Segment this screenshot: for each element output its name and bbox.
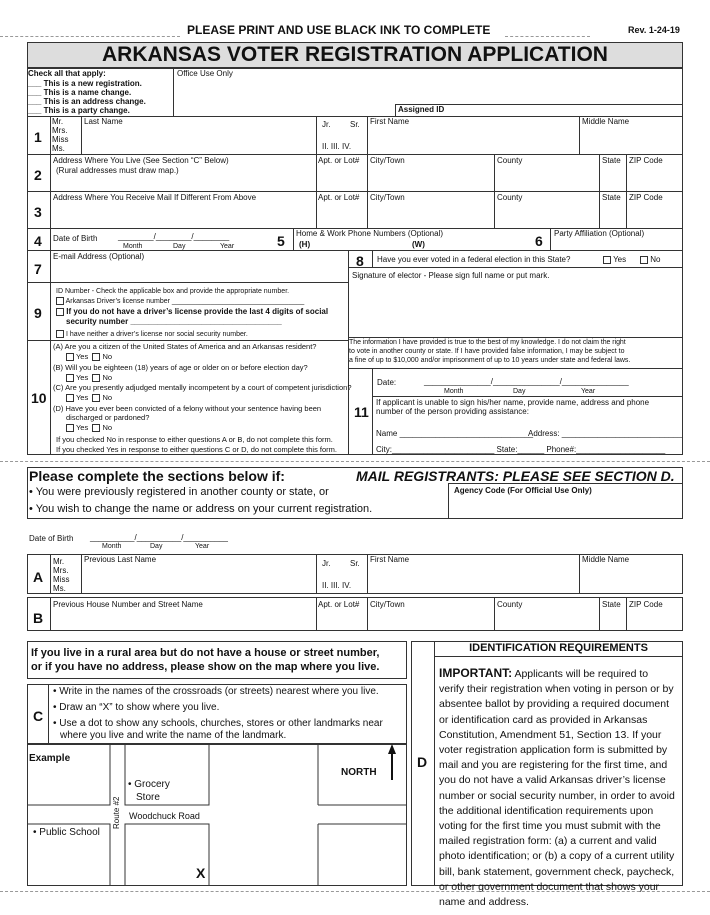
section-number-5: 5 [277,233,285,249]
id-text-line: Applicants will be required to [514,668,649,680]
rural-heading-line1: If you live in a rural area but do not have a house or street number, [31,647,380,659]
section-number-6: 6 [535,233,543,249]
section-number-3: 3 [34,204,42,220]
city-label[interactable]: City/Town [370,156,405,165]
name-change-option[interactable]: ___ This is a name change. [28,88,132,97]
draw-x-instruction: • Draw an “X” to show where you live. [53,702,220,713]
assigned-id-label: Assigned ID [398,105,445,114]
yes-checkbox[interactable] [66,353,74,361]
day-caption: Day [513,388,526,395]
divider [550,228,551,250]
no-id-option[interactable]: I have neither a driver’s license nor social security number. [56,330,248,338]
id-text-line: number or social security number, in order to avoid [439,789,675,802]
divider [372,368,373,455]
agency-code-label: Agency Code (For Official Use Only) [454,486,592,495]
previous-address-label[interactable]: Previous House Number and Street Name [53,600,203,609]
dob-field[interactable]: __________/__________/__________ [90,533,228,542]
apt-label[interactable]: Apt. or Lot# [318,156,360,165]
id-text-line: or other government document that shows your [439,880,660,893]
federal-election-yes[interactable]: Yes [603,256,626,264]
route-label: Route #2 [112,796,121,829]
cut-line [0,461,710,462]
change-name-bullet: • You wish to change the name or address on your current registration. [29,503,373,515]
id-text-line: you do not have a valid Arkansas driver’s license [439,774,666,787]
felony-question-cont: discharged or pardoned? [66,413,150,422]
residence-x-mark: X [196,865,206,881]
divider [448,483,683,484]
day-caption: Day [150,543,163,550]
no-checkbox[interactable] [92,424,100,432]
yes-checkbox[interactable] [66,424,74,432]
section-number-8: 8 [356,253,364,269]
yes-checkbox[interactable] [603,256,611,264]
federal-election-question: Have you ever voted in a federal election in this State? [377,255,571,264]
suffix-jr[interactable]: Jr. [322,559,331,568]
important-label: IMPORTANT: [439,666,513,680]
residence-address-label[interactable]: Address Where You Live (See Section “C” Below) [53,156,229,165]
divider [27,191,683,192]
incompetent-question: (C) Are you presently adjudged mentally incompetent by a court of competent jurisdiction? [53,383,352,392]
crossroads-instruction: • Write in the names of the crossroads (or streets) nearest where you live. [53,686,379,697]
month-caption: Month [102,543,122,550]
road-label: Woodchuck Road [129,811,200,821]
suffix-roman[interactable]: II. III. IV. [322,581,352,590]
divider [27,250,683,251]
attestation-line1: The information I have provided is true to the best of my knowledge. I do not claim the right [349,339,626,346]
section-number-2: 2 [34,167,42,183]
divider [494,191,495,228]
yes-checkbox[interactable] [66,394,74,402]
divider [434,656,683,657]
divider [316,116,317,154]
divider [367,154,368,191]
zip-label[interactable]: ZIP Code [629,600,663,609]
id-text-line: Constitution, Amendment 51, Section 13. If your [439,728,662,741]
year-caption: Year [581,388,596,395]
divider [50,282,51,340]
first-name-label[interactable]: First Name [370,117,410,126]
suffix-sr[interactable]: Sr. [350,559,360,568]
section-letter-c: C [33,708,44,724]
suffix-sr[interactable]: Sr. [350,120,360,129]
rural-heading-line2: or if you have no address, please show on the map where you live. [31,661,380,673]
state-label[interactable]: State [602,193,621,202]
no-checkbox[interactable] [92,353,100,361]
section-letter-a: A [33,569,44,585]
phone-label: Home & Work Phone Numbers (Optional) [296,229,444,238]
party-change-option[interactable]: ___ This is a party change. [28,106,130,115]
assistant-name-field[interactable]: Name ______________________________ [376,429,534,438]
section-number-1: 1 [34,129,42,145]
divider [50,116,51,154]
divider [50,228,51,250]
county-label[interactable]: County [497,193,523,202]
no-checkbox[interactable] [92,394,100,402]
prefix-ms[interactable]: Ms. [52,144,65,153]
divider [626,154,627,191]
first-name-label[interactable]: First Name [370,555,410,564]
felony-answers[interactable]: Yes No [66,423,112,433]
id-text-line: absentee ballot by providing a required document [439,698,669,711]
ssn-option[interactable]: If you do not have a driver’s license provide the last 4 digits of social [56,308,328,316]
prefix-mrs[interactable]: Mrs. [53,566,69,575]
divider [448,483,449,519]
divider [316,597,317,631]
day-caption: Day [173,243,186,250]
dob-label[interactable]: Date of Birth [53,234,98,243]
divider [579,554,580,594]
ssn-field[interactable]: security number __________________________________ [66,317,282,326]
zip-label[interactable]: ZIP Code [629,193,663,202]
divider [372,396,683,397]
no-checkbox[interactable] [92,374,100,382]
mail-registrants-notice: MAIL REGISTRANTS: PLEASE SEE SECTION D. [356,468,675,484]
divider [50,154,51,191]
divider [50,191,51,228]
license-checkbox[interactable] [56,297,64,305]
grocery-store-landmark: • Grocery [128,779,170,790]
office-use-label: Office Use Only [177,69,233,78]
section-number-11: 11 [354,404,369,420]
prefix-miss[interactable]: Miss [53,575,70,584]
divider [599,154,600,191]
id-text-line: mailed registration form: (a) a current and valid [439,835,657,848]
yes-checkbox[interactable] [66,374,74,382]
divider [626,597,627,631]
assist-date-label: Date: [377,378,397,387]
divider [367,554,368,594]
grocery-store-landmark-cont: Store [136,792,160,803]
print-instruction: PLEASE PRINT AND USE BLACK INK TO COMPLETE [187,23,491,37]
no-checkbox[interactable] [640,256,648,264]
divider [494,597,495,631]
divider [316,191,317,228]
section-number-7: 7 [34,261,42,277]
divider [27,340,348,341]
ssn-checkbox[interactable] [56,308,64,316]
divider [50,250,51,282]
cut-line [0,36,180,37]
no-id-checkbox[interactable] [56,330,64,338]
divider [27,282,348,283]
landmarks-instruction-cont: where you live and write the name of the landmark. [60,730,287,741]
example-map [27,744,407,886]
eligibility-note-ab: If you checked No in response to either questions A or B, do not complete this form. [56,435,333,444]
assistant-city-state-phone[interactable]: City:_______________________ State:______ Phone#:____________________ [376,445,666,454]
assistance-text-line1: If applicant is unable to sign his/her name, provide name, address and phone [376,398,650,407]
divider [50,554,51,594]
id-number-label: ID Number - Check the applicable box and provide the appropriate number. [56,288,290,295]
divider [626,191,627,228]
divider [367,116,368,154]
zip-label[interactable]: ZIP Code [629,156,663,165]
divider [48,684,49,744]
id-text-line: voting for the first time you must submit with the [439,820,661,833]
landmarks-instruction: • Use a dot to show any schools, churches, stores or other landmarks near [53,718,383,729]
id-text-line: mail and you are registering for the first time, and [439,759,668,772]
suffix-roman[interactable]: II. III. IV. [322,142,352,151]
divider [50,340,51,455]
divider [348,267,683,268]
id-text-line: name and address. [439,896,529,909]
cut-line [0,891,710,892]
divider [434,641,435,886]
home-phone-label[interactable]: (H) [299,240,311,249]
eligibility-note-cd: If you checked Yes in response to either questions C or D, do not complete this form. [56,445,337,454]
prefix-ms[interactable]: Ms. [53,584,66,593]
north-arrow-icon [388,744,396,780]
assistance-text-line2: number of the person providing assistance: [376,407,529,416]
cut-line [505,36,590,37]
id-text-line: the additional identification requirements upon [439,804,654,817]
id-text-line: bill, bank statement, government check, paycheck, [439,865,675,878]
dob-label: Date of Birth [29,534,74,543]
age-question: (B) Will you be eighteen (18) years of age or older on or before election day? [53,363,308,372]
previous-last-name-label[interactable]: Previous Last Name [84,555,157,564]
divider [173,68,174,116]
divider [316,154,317,191]
attestation-line2: to vote in another county or state. If I have provided false information, I may be subject to [349,348,625,355]
divider [50,597,51,631]
federal-election-no[interactable]: No [640,256,660,264]
work-phone-label[interactable]: (W) [412,240,425,249]
id-text-line: voter registration application form is submitted by [439,744,668,757]
id-requirements-text [439,666,680,910]
section-letter-b: B [33,610,44,626]
section-number-4: 4 [34,233,42,249]
public-school-landmark: • Public School [33,827,100,838]
form-title: ARKANSAS VOTER REGISTRATION APPLICATION [102,43,608,66]
month-caption: Month [123,243,143,250]
citizen-question: (A) Are you a citizen of the United States of America and an Arkansas resident? [53,342,317,351]
divider [395,104,396,116]
divider [27,154,683,155]
drivers-license-option[interactable]: Arkansas Driver’s license number __________________________________ [56,297,304,305]
state-label[interactable]: State [602,600,621,609]
state-label[interactable]: State [602,156,621,165]
year-caption: Year [220,243,235,250]
assistant-address-field[interactable]: Address: ___________________________ [528,429,682,438]
new-registration-option[interactable]: ___ This is a new registration. [28,79,142,88]
county-label[interactable]: County [497,156,523,165]
year-caption: Year [195,543,210,550]
divider [579,116,580,154]
divider [81,116,82,154]
signature-label[interactable]: Signature of elector - Please sign full name or put mark. [352,271,550,280]
id-text-line: or identification card as provided in Arkansas [439,713,648,726]
section-number-9: 9 [34,305,42,321]
check-all-label: Check all that apply: [28,69,106,78]
dob-blank[interactable]: ________/________/________ [118,232,230,241]
apt-label[interactable]: Apt. or Lot# [318,193,360,202]
divider [293,228,294,250]
citizen-answers[interactable]: Yes No [66,352,112,362]
divider [348,337,683,338]
county-label[interactable]: County [497,600,523,609]
north-label: NORTH [341,767,377,778]
divider [367,597,368,631]
divider [494,154,495,191]
suffix-jr[interactable]: Jr. [322,120,331,129]
section-letter-d: D [417,754,428,770]
divider [348,368,683,369]
middle-name-label[interactable]: Middle Name [582,117,630,126]
prefix-mr[interactable]: Mr. [52,117,64,126]
email-label[interactable]: E-mail Address (Optional) [53,252,145,261]
divider [367,191,368,228]
divider [372,250,373,267]
prefix-miss[interactable]: Miss [52,135,69,144]
revision-date: Rev. 1-24-19 [628,25,680,35]
divider [316,554,317,594]
last-name-label[interactable]: Last Name [84,117,123,126]
mailing-address-label[interactable]: Address Where You Receive Mail If Different From Above [53,193,257,202]
felony-question: (D) Have you ever been convicted of a felony without your sentence having been [53,404,322,413]
prefix-mr[interactable]: Mr. [53,557,65,566]
party-affiliation-label[interactable]: Party Affiliation (Optional) [554,229,645,238]
complete-below-heading: Please complete the sections below if: [29,468,285,484]
id-text-line: photo identification; or (b) a copy of a current utility [439,850,675,863]
address-change-option[interactable]: ___ This is an address change. [28,97,146,106]
middle-name-label[interactable]: Middle Name [582,555,630,564]
id-text-line: verify their registration when voting in person or by [439,683,674,696]
divider [599,597,600,631]
city-label[interactable]: City/Town [370,193,405,202]
example-label: Example [29,753,71,764]
attestation-line3: a fine of up to $10,000 and/or imprisonment of up to 10 years under state and federal laws. [349,357,631,364]
incompetent-answers[interactable]: Yes No [66,393,112,403]
id-requirements-title: IDENTIFICATION REQUIREMENTS [469,642,648,654]
age-answers[interactable]: Yes No [66,373,112,383]
divider [81,554,82,594]
section-number-10: 10 [31,390,47,406]
prefix-mrs[interactable]: Mrs. [52,126,68,135]
city-label[interactable]: City/Town [370,600,405,609]
divider [599,191,600,228]
month-caption: Month [444,388,464,395]
previously-registered-bullet: • You were previously registered in another county or state, or [29,486,329,498]
assist-date-field[interactable]: _______________/_______________/_______________ [424,377,629,386]
apt-label[interactable]: Apt. or Lot# [318,600,360,609]
rural-map-note: (Rural addresses must draw map.) [56,166,179,175]
